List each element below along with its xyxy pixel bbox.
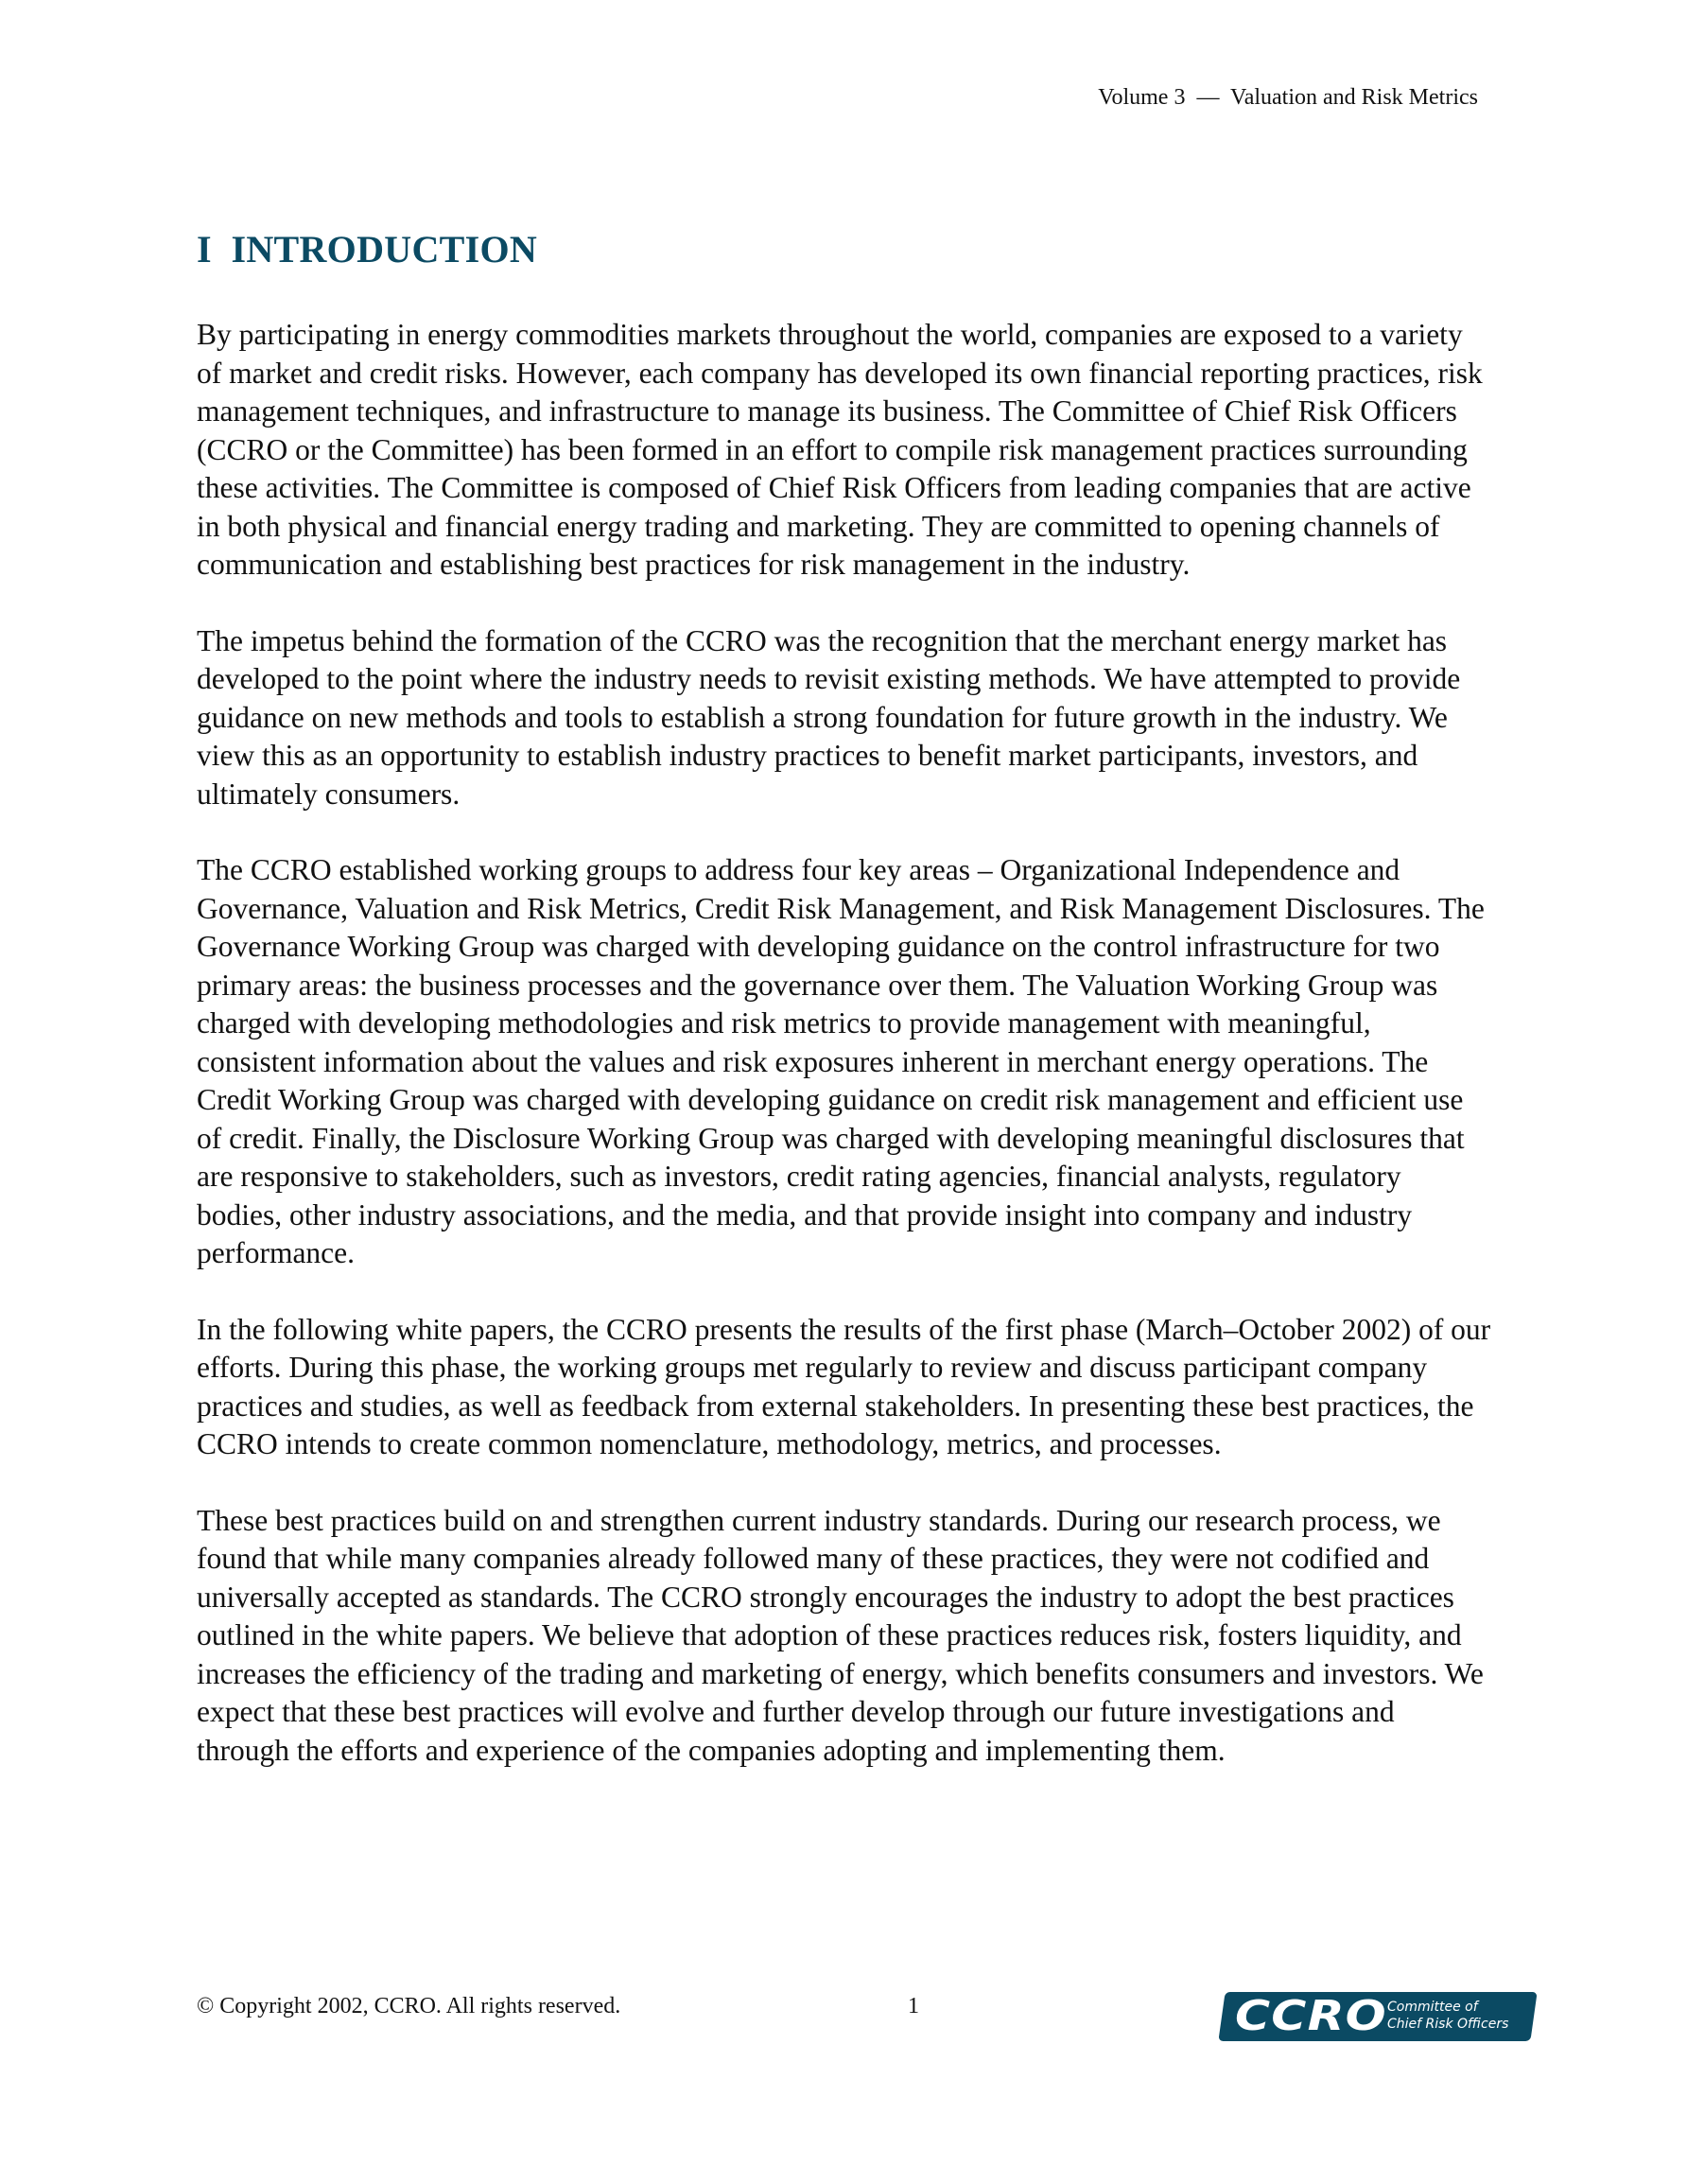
page-number: 1 [908,1994,919,2018]
running-header: Volume 3 — Valuation and Risk Metrics [1098,85,1478,110]
ccro-logo [1222,1992,1534,2041]
section-title: I INTRODUCTION [197,228,538,271]
paragraph-intro: By participating in energy commodities markets throughout the world, companies are exposed to a variety of market and credit risks. However, each company has developed its own financial reporting practices, risk management techniques, and infrastructure to manage its business. The Committee of Chief Risk Officers (CCRO or the Committee) has been formed in an effort to compile risk management practices surrounding these activities. The Committee is composed of Chief Risk Officers from leading companies that are active in both physical and financial energy trading and marketing. They are committed to opening channels of communication and establishing best practices for risk management in the industry. [197,318,1483,581]
logo-caption-line1: Committee of [1387,2000,1478,2015]
paragraph-best-practices: These best practices build on and strengthen current industry standards. During our research process, we found that while many companies already followed many of these practices, they were not codified and universally accepted as standards. The CCRO strongly encourages the industry to adopt the best practices outlined in the white papers. We believe that adoption of these practices reduces risk, fosters liquidity, and increases the efficiency of the trading and marketing of energy, which benefits consumers and investors. We expect that these best practices will evolve and further develop through our future investigations and through the efforts and experience of the companies adopting and implementing them. [197,1503,1484,1767]
copyright-notice: © Copyright 2002, CCRO. All rights reserved. [197,1994,621,2018]
paragraph-working-groups: The CCRO established working groups to address four key areas – Organizational Independence and Governance, Valuation and Risk Metrics, Credit Risk Management, and Risk Management Disclosures. The Governance Working Group was charged with developing guidance on the control infrastructure for two primary areas: the business processes and the governance over them. The Valuation Working Group was charged with developing methodologies and risk metrics to provide management with meaningful, consistent information about the values and risk exposures inherent in merchant energy operations. The Credit Working Group was charged with developing guidance on credit risk management and efficient use of credit. Finally, the Disclosure Working Group was charged with developing meaningful disclosures that are responsive to stakeholders, such as investors, credit rating agencies, financial analysts, regulatory bodies, other industry associations, and the media, and that provide insight into company and industry performance. [197,853,1485,1269]
logo-caption-line2: Chief Risk Officers [1387,2017,1509,2032]
logo-caption [1387,1999,1508,2033]
body-text [197,316,1492,1808]
logo-wordmark: CCRO [1235,1992,1387,2040]
paragraph-impetus: The impetus behind the formation of the CCRO was the recognition that the merchant energy market has developed to the point where the industry needs to revisit existing methods. We have attempted to provide guidance on new methods and tools to establish a strong foundation for future growth in the industry. We view this as an opportunity to establish industry practices to benefit market participants, investors, and ultimately consumers. [197,623,1461,811]
paragraph-first-phase: In the following white papers, the CCRO presents the results of the first phase (March–October 2002) of our efforts. During this phase, the working groups met regularly to review and discuss participant company practices and studies, as well as feedback from external stakeholders. In presenting these best practices, the CCRO intends to create common nomenclature, methodology, metrics, and processes. [197,1312,1491,1460]
